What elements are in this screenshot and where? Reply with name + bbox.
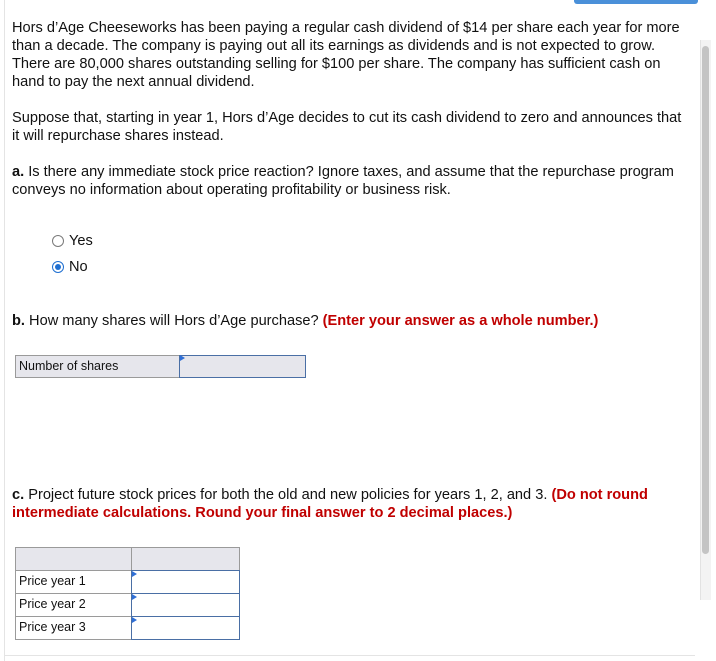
question-c-instruction: (Do not round intermediate calculations. Round your final answer to 2 decimal places.) bbox=[12, 487, 648, 521]
answer-flag-icon bbox=[180, 355, 185, 361]
shares-input[interactable] bbox=[179, 355, 306, 378]
answer-flag-icon bbox=[132, 617, 137, 623]
shares-label-cell: Number of shares bbox=[15, 355, 180, 378]
question-c-text: Project future stock prices for both the old and new policies for years 1, 2, and 3. bbox=[24, 487, 552, 503]
question-b-letter: b. bbox=[12, 313, 25, 329]
question-a-text: Is there any immediate stock price reaction? Ignore taxes, and assume that the repurchase program conveys no information about operating profitability or business risk. bbox=[12, 164, 674, 198]
left-divider bbox=[4, 0, 5, 661]
price-year-3-input[interactable] bbox=[131, 616, 240, 640]
answer-flag-icon bbox=[132, 571, 137, 577]
question-c bbox=[12, 486, 692, 522]
price-year-2-label: Price year 2 bbox=[15, 593, 132, 617]
question-b-instruction: (Enter your answer as a whole number.) bbox=[322, 313, 599, 329]
radio-no-label: No bbox=[69, 259, 88, 275]
answer-flag-icon bbox=[132, 594, 137, 600]
radio-no-button[interactable] bbox=[52, 261, 64, 273]
scenario-paragraph: Suppose that, starting in year 1, Hors d’Age decides to cut its cash dividend to zero and announces that it will repurchase shares instead. bbox=[12, 110, 682, 144]
radio-yes-label: Yes bbox=[69, 233, 93, 249]
price-year-3-label: Price year 3 bbox=[15, 616, 132, 640]
question-c-letter: c. bbox=[12, 487, 25, 503]
radio-yes-button[interactable] bbox=[52, 235, 64, 247]
intro-paragraph: Hors d’Age Cheeseworks has been paying a regular cash dividend of $14 per share each year for more than a decade. The company is paying out all its earnings as dividends and is not expected to grow. There are 80,000 shares outstanding selling for $100 per share. The company has sufficient cash on hand to pay the next annual dividend. bbox=[12, 20, 680, 90]
price-year-2-input[interactable] bbox=[131, 593, 240, 617]
check-my-work-button[interactable] bbox=[574, 0, 698, 4]
question-a-letter: a. bbox=[12, 164, 25, 180]
price-year-1-input[interactable] bbox=[131, 570, 240, 594]
question-b-text: How many shares will Hors d’Age purchase? bbox=[24, 313, 323, 329]
scrollbar-thumb[interactable] bbox=[702, 46, 709, 554]
table-header-label bbox=[15, 547, 132, 571]
radio-option-yes[interactable] bbox=[52, 233, 93, 249]
price-year-1-label: Price year 1 bbox=[15, 570, 132, 594]
table-header-value bbox=[131, 547, 240, 571]
radio-option-no[interactable] bbox=[52, 259, 88, 275]
bottom-divider bbox=[5, 655, 695, 656]
question-b bbox=[12, 312, 692, 330]
question-a bbox=[12, 163, 692, 199]
